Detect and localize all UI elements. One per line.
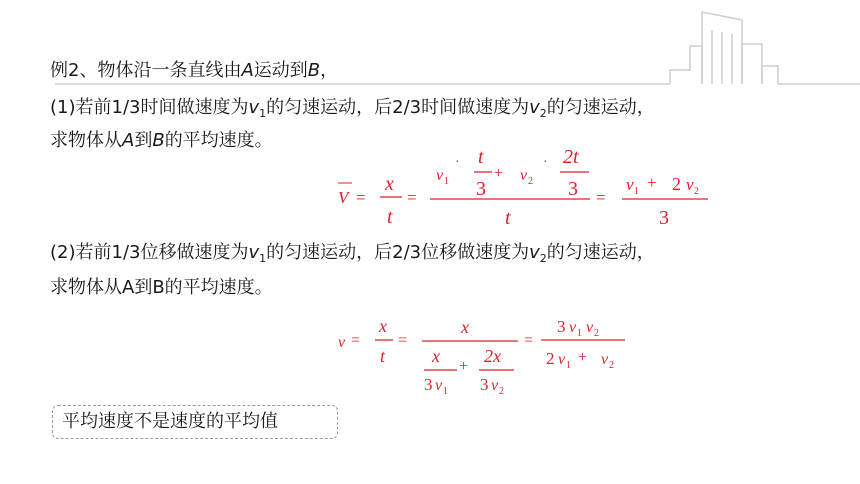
svg-text:t: t xyxy=(380,346,386,366)
svg-text:3: 3 xyxy=(557,317,566,336)
svg-text:·: · xyxy=(543,155,548,170)
svg-text:=: = xyxy=(356,188,366,207)
svg-text:t: t xyxy=(387,206,393,228)
svg-text:·: · xyxy=(455,155,460,170)
svg-text:v: v xyxy=(601,351,609,368)
part1-question: (1)若前1/3时间做速度为$v_1$的匀速运动，后2/3时间做速度为$v_2$的匀速运动， xyxy=(50,97,655,120)
svg-text:3: 3 xyxy=(659,207,669,229)
svg-text:x: x xyxy=(385,173,394,195)
svg-text:+: + xyxy=(494,165,504,182)
svg-text:2: 2 xyxy=(499,386,504,397)
svg-text:v: v xyxy=(436,167,444,184)
svg-text:1: 1 xyxy=(634,186,639,197)
key-note: 平均速度不是速度的平均值 xyxy=(52,405,338,439)
svg-text:t: t xyxy=(478,146,484,168)
svg-text:2x: 2x xyxy=(484,346,501,366)
svg-text:+: + xyxy=(459,358,469,375)
svg-text:3: 3 xyxy=(568,178,578,200)
svg-text:3: 3 xyxy=(480,375,489,394)
svg-text:x: x xyxy=(432,346,440,366)
svg-text:x: x xyxy=(379,316,387,336)
svg-text:v: v xyxy=(626,175,634,194)
part1-question-line2: 求物体从A到B的平均速度。 xyxy=(50,130,273,151)
svg-text:x: x xyxy=(461,317,469,337)
part2-question: (2)若前1/3位移做速度为$v_1$的匀速运动，后2/3位移做速度为$v_2$的匀速运动， xyxy=(50,242,655,265)
svg-text:v: v xyxy=(558,351,566,368)
svg-text:=: = xyxy=(407,188,417,207)
svg-text:2: 2 xyxy=(546,349,555,368)
formula2-lhs: v xyxy=(338,334,346,351)
part2-question-line2: 求物体从A到B的平均速度。 xyxy=(50,277,273,298)
svg-text:=: = xyxy=(351,332,361,349)
svg-text:2: 2 xyxy=(609,360,614,371)
svg-text:=: = xyxy=(596,188,606,207)
svg-text:1: 1 xyxy=(443,386,448,397)
svg-text:v: v xyxy=(686,175,694,194)
formula1 xyxy=(338,146,708,229)
svg-text:=: = xyxy=(398,332,408,349)
svg-text:2: 2 xyxy=(594,328,599,339)
svg-text:2: 2 xyxy=(694,186,699,197)
formula1-lhs: V xyxy=(338,188,349,207)
svg-text:=: = xyxy=(524,332,534,349)
svg-text:t: t xyxy=(505,207,511,229)
svg-text:1: 1 xyxy=(566,360,571,371)
svg-text:v: v xyxy=(586,319,594,336)
svg-text:2: 2 xyxy=(528,176,533,187)
svg-text:v: v xyxy=(491,377,499,394)
svg-text:+: + xyxy=(578,349,588,366)
svg-text:1: 1 xyxy=(577,328,582,339)
svg-text:2: 2 xyxy=(672,174,681,194)
svg-text:3: 3 xyxy=(424,375,433,394)
svg-text:3: 3 xyxy=(476,178,486,200)
formula2 xyxy=(338,316,625,397)
svg-text:2t: 2t xyxy=(563,146,579,168)
svg-text:+: + xyxy=(647,173,657,192)
example-title: 例2、物体沿一条直线由A运动到B， xyxy=(50,60,339,81)
svg-text:1: 1 xyxy=(444,176,449,187)
svg-text:v: v xyxy=(569,319,577,336)
svg-text:v: v xyxy=(435,377,443,394)
svg-text:v: v xyxy=(520,167,528,184)
